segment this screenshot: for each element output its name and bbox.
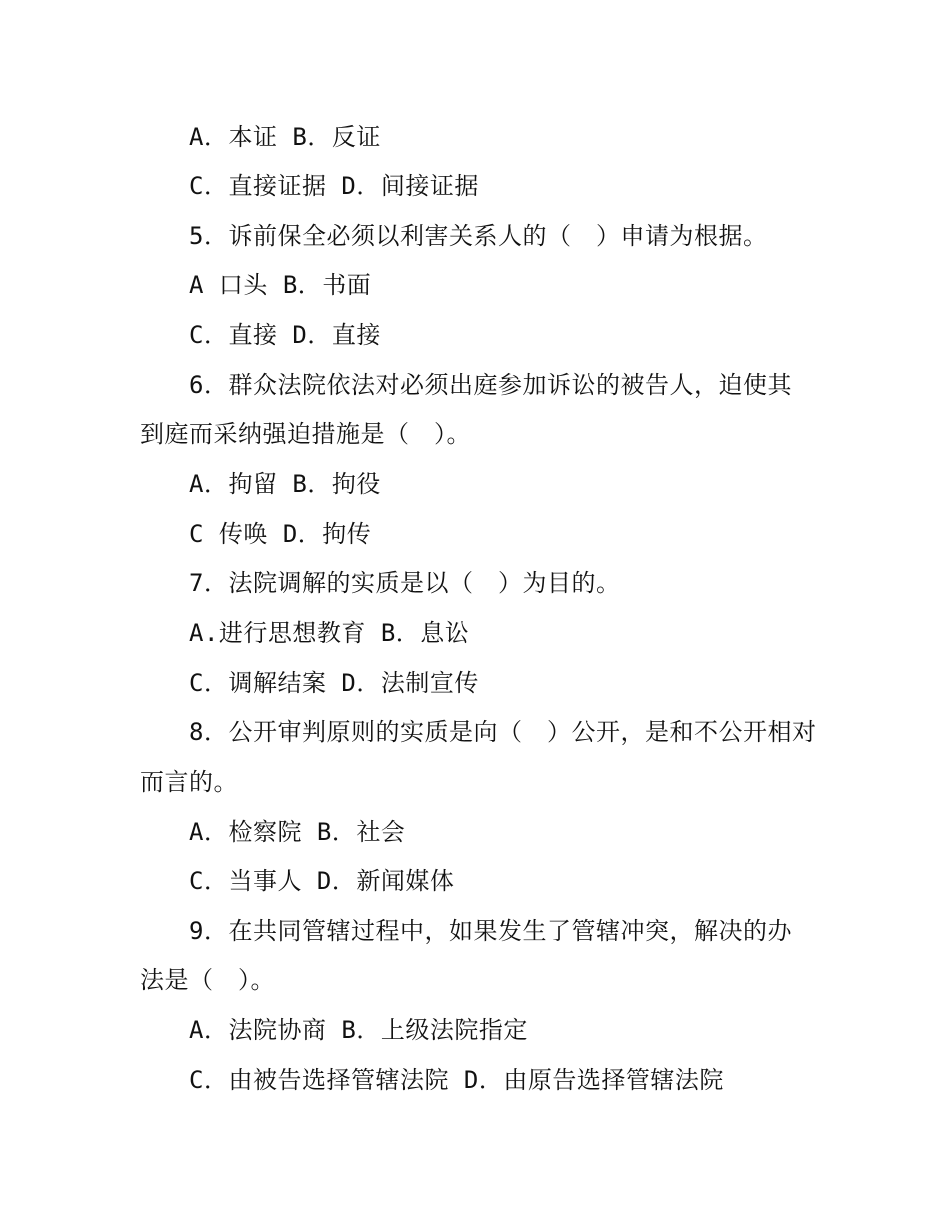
option-line-8ab: A．检察院 B．社会 — [189, 818, 406, 846]
option-line-5ab: A 口头 B．书面 — [189, 271, 372, 299]
question-8-text: 8．公开审判原则的实质是向（ ）公开，是和不公开相对 — [189, 718, 817, 746]
question-8-continuation: 而言的。 — [140, 768, 238, 796]
question-9-text: 9．在共同管辖过程中，如果发生了管辖冲突，解决的办 — [189, 917, 792, 945]
option-line-7ab: A.进行思想教育 B．息讼 — [189, 619, 470, 647]
option-line-6ab: A．拘留 B．拘役 — [189, 470, 381, 498]
option-line-4cd: C．直接证据 D．间接证据 — [189, 172, 479, 200]
option-line-5cd: C．直接 D．直接 — [189, 321, 381, 349]
option-line-4ab: A．本证 B．反证 — [189, 123, 381, 151]
question-6-continuation: 到庭而采纳强迫措施是（ ）。 — [140, 420, 471, 448]
option-line-6cd: C 传唤 D．拘传 — [189, 520, 372, 548]
question-6-text: 6．群众法院依法对必须出庭参加诉讼的被告人，迫使其 — [189, 371, 792, 399]
question-9-continuation: 法是（ ）。 — [140, 966, 275, 994]
question-5-text: 5．诉前保全必须以利害关系人的（ ）申请为根据。 — [189, 222, 768, 250]
option-line-8cd: C．当事人 D．新闻媒体 — [189, 867, 455, 895]
option-line-7cd: C．调解结案 D．法制宣传 — [189, 669, 479, 697]
question-7-text: 7．法院调解的实质是以（ ）为目的。 — [189, 569, 621, 597]
option-line-9ab: A．法院协商 B．上级法院指定 — [189, 1016, 528, 1044]
option-line-9cd: C．由被告选择管辖法院 D．由原告选择管辖法院 — [189, 1066, 724, 1094]
